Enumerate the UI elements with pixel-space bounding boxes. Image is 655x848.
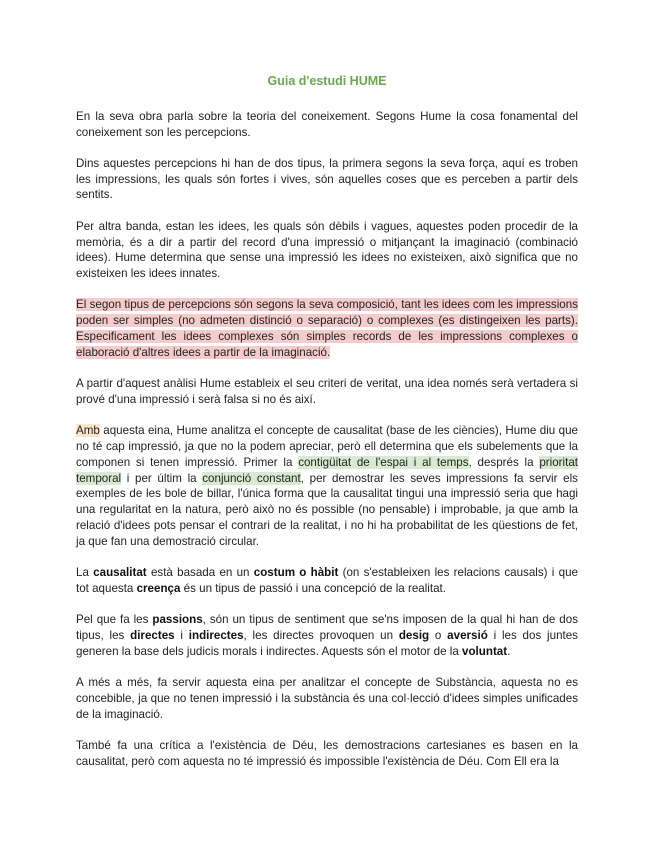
bold-term: costum o hàbit — [253, 566, 339, 580]
paragraph-9: A més a més, fa servir aquesta eina per analitzar el concepte de Substància, aquesta no es concebible, ja que no tenen impressió i la substància és una col·lecció d'idees simples unificades de la imaginació. — [76, 676, 578, 721]
highlight-orange: Amb — [76, 424, 100, 438]
paragraph-6 — [76, 423, 578, 549]
paragraph-5: A partir d'aquest anàlisi Hume estableix el seu criteri de veritat, una idea només serà vertadera si prové d'una impressió i serà falsa si no és així. — [76, 377, 578, 406]
paragraph-3: Per altra banda, estan les idees, les quals són dèbils i vagues, aquestes poden procedir de la memòria, és a dir a partir del record d'una impressió o mitjançant la imaginació (combinació idees). Hume determina que sense una impressió les idees no existeixen, això significa que no existeixen les idees innates. — [76, 219, 578, 281]
paragraph-7 — [76, 565, 578, 597]
paragraph-4 — [76, 297, 578, 360]
text-span: , són un tipus de sentiment que se'ns imposen de la qual hi han de dos tipus, les — [76, 613, 578, 643]
text-span: , després la — [468, 455, 540, 469]
text-span: . — [507, 644, 511, 658]
text-span: La — [76, 566, 94, 580]
bold-term: aversió — [447, 629, 488, 643]
paragraph-1: En la seva obra parla sobre la teoria del coneixement. Segons Hume la cosa fonamental del coneixement son les percepcions. — [76, 109, 578, 139]
document-page — [76, 74, 578, 785]
highlight-green: contigüitat de l'espai i al temps — [298, 455, 469, 469]
bold-term: desig — [398, 629, 430, 643]
text-span: i les dos juntes generen la base dels judicis morals i indirectes. Aquests són el motor de la — [76, 629, 578, 658]
paragraph-10: També fa una crítica a l'existència de Déu, les demostracions cartesianes es basen en la causalitat, però com aquesta no té impressió és impossible l'existència de Déu. Com Ell era la — [76, 739, 578, 768]
text-span: , per demostrar les seves impressions fa servir els exemples de les bole de billar, l'única forma que la causalitat tingui una impressió seria que hagi una regularitat en la natura, però això no és possible (no pensable) i improbable, ja que amb la relació d'idees pots pensar el contrari de la realitat, i no hi ha probabilitat de les qüestions de fet, ja que fan una demostració circular. — [76, 471, 578, 548]
text-span: està basada en un — [146, 566, 254, 580]
text-span: i — [174, 629, 189, 643]
text-span: aquesta eina, Hume analitza el concepte de causalitat (base de les ciències), Hume diu que no té cap impressió, ja que no la podem apreciar, però ell determina que els subelements que la componen si tenen impressió. Primer la — [76, 424, 578, 469]
bold-term: creença — [136, 581, 181, 595]
text-span: o — [429, 629, 448, 643]
text-span: Pel que fa les — [76, 613, 153, 627]
bold-term: voluntat — [462, 644, 508, 658]
paragraph-2: Dins aquestes percepcions hi han de dos tipus, la primera segons la seva força, aquí es troben les impressions, les quals són fortes i vives, són aquelles coses que es perceben a partir dels sentits. — [76, 156, 578, 202]
highlight-green: prioritat temporal — [76, 455, 579, 485]
text-span: i per últim la — [121, 471, 203, 485]
bold-term: directes — [130, 629, 175, 643]
highlight-red: El segon tipus de percepcions són segons la seva composició, tant les idees com les impressions poden ser simples (no admeten distinció o separació) o complexes (es distingeixen les parts). Especificament les idees complexes són simples records de les impressions complexes o elaboració d'altres idees a partir de la imaginació. — [76, 298, 578, 359]
highlight-green: conjunció constant — [202, 471, 301, 485]
bold-term: indirectes — [188, 629, 244, 643]
bold-term: passions — [152, 613, 203, 627]
paragraph-8 — [76, 612, 578, 659]
text-span: és un tipus de passió i una concepció de la realitat. — [180, 581, 446, 595]
text-span: (on s'estableixen les relacions causals) i que tot aquesta — [76, 566, 578, 595]
bold-term: causalitat — [93, 566, 147, 580]
document-title: Guia d'estudi HUME — [267, 74, 387, 88]
text-span: , les directes provoquen un — [243, 629, 399, 643]
